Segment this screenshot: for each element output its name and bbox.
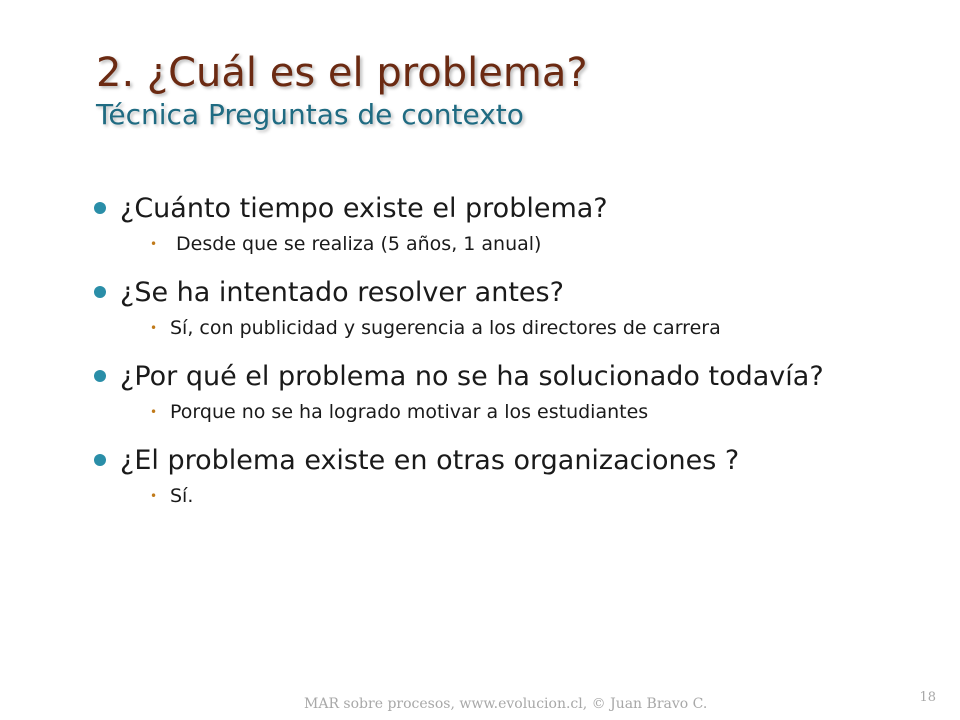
list-item bbox=[88, 438, 928, 510]
answer-text: Desde que se realiza (5 años, 1 anual) bbox=[170, 233, 542, 255]
answer-row bbox=[88, 314, 928, 342]
question-row bbox=[88, 186, 928, 230]
question-row bbox=[88, 270, 928, 314]
sub-bullet-icon: • bbox=[150, 321, 158, 335]
page-number: 18 bbox=[919, 690, 936, 705]
sub-bullet-icon: • bbox=[150, 237, 158, 251]
bullet-icon bbox=[94, 454, 106, 466]
question-row bbox=[88, 354, 928, 398]
sub-bullet-icon: • bbox=[150, 405, 158, 419]
slide-subtitle: Técnica Preguntas de contexto bbox=[96, 98, 524, 131]
bullet-icon bbox=[94, 370, 106, 382]
bullet-list bbox=[88, 186, 928, 510]
bullet-icon bbox=[94, 286, 106, 298]
question-row bbox=[88, 438, 928, 482]
footer-text: MAR sobre procesos, www.evolucion.cl, © Juan Bravo C. bbox=[304, 696, 708, 712]
question-text: ¿Por qué el problema no se ha solucionado todavía? bbox=[120, 360, 824, 392]
answer-text: Sí. bbox=[170, 485, 194, 507]
answer-row bbox=[88, 230, 928, 258]
list-item bbox=[88, 270, 928, 342]
answer-text: Porque no se ha logrado motivar a los estudiantes bbox=[170, 401, 649, 423]
bullet-icon bbox=[94, 202, 106, 214]
question-text: ¿Cuánto tiempo existe el problema? bbox=[120, 192, 608, 224]
answer-text: Sí, con publicidad y sugerencia a los directores de carrera bbox=[170, 317, 721, 339]
sub-bullet-icon: • bbox=[150, 489, 158, 503]
list-item bbox=[88, 186, 928, 258]
list-item bbox=[88, 354, 928, 426]
answer-row bbox=[88, 398, 928, 426]
slide-title: 2. ¿Cuál es el problema? bbox=[96, 50, 588, 96]
question-text: ¿Se ha intentado resolver antes? bbox=[120, 276, 564, 308]
question-text: ¿El problema existe en otras organizaciones ? bbox=[120, 444, 740, 476]
title-block bbox=[96, 50, 588, 132]
answer-row bbox=[88, 482, 928, 510]
